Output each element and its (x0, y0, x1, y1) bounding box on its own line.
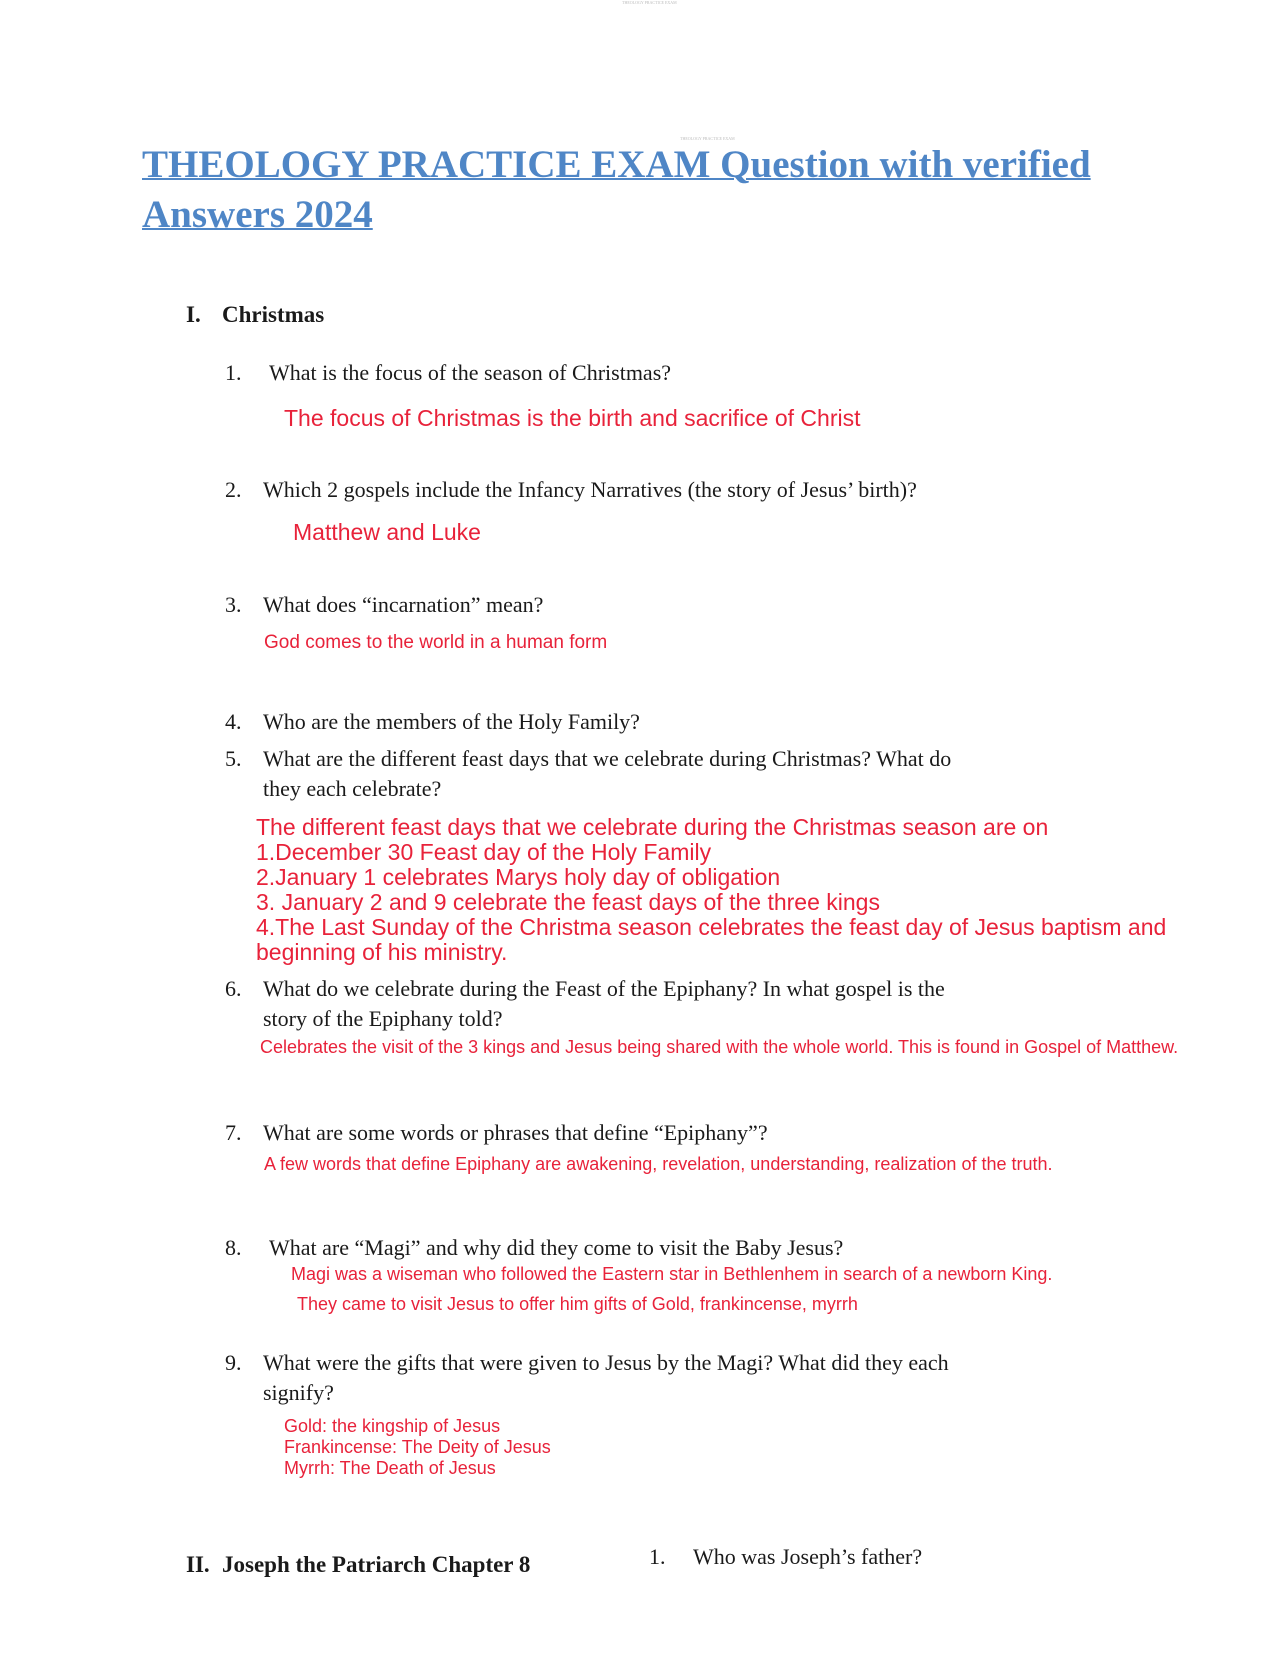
answer-7: A few words that define Epiphany are awakening, revelation, understanding, realization of the truth. (264, 1154, 1053, 1174)
question-3 (225, 590, 543, 620)
section-numeral: I. (186, 302, 201, 327)
answer-line: Myrrh: The Death of Jesus (284, 1458, 496, 1478)
question-7 (225, 1118, 768, 1148)
answer-9 (284, 1416, 551, 1479)
question-number: 5. (225, 746, 242, 771)
question-text: What does “incarnation” mean? (263, 592, 544, 617)
question-text: Which 2 gospels include the Infancy Narratives (the story of Jesus’ birth)? (263, 477, 917, 502)
question-8 (225, 1233, 843, 1263)
question-1 (225, 358, 671, 388)
question-text: What are “Magi” and why did they come to visit the Baby Jesus? (269, 1235, 844, 1260)
header-mark-title: THEOLOGY PRACTICE EXAM (680, 136, 735, 141)
question-4 (225, 707, 640, 737)
answer-line: 2.January 1 celebrates Marys holy day of obligation (256, 864, 781, 890)
section-title: Christmas (222, 302, 325, 327)
section-heading-joseph (186, 1552, 530, 1578)
question-text: What are some words or phrases that define “Epiphany”? (263, 1120, 768, 1145)
answer-line: 1.December 30 Feast day of the Holy Family (256, 839, 712, 865)
question-9 (225, 1348, 949, 1408)
answer-line: Frankincense: The Deity of Jesus (284, 1437, 551, 1457)
answer-1: The focus of Christmas is the birth and sacrifice of Christ (284, 405, 861, 431)
section2-question-1 (649, 1542, 922, 1572)
question-text: What is the focus of the season of Christmas? (269, 360, 672, 385)
answer-8-line-1: Magi was a wiseman who followed the Eastern star in Bethlenhem in search of a newborn King. (291, 1264, 1053, 1284)
question-text-continued: story of the Epiphany told? (263, 1006, 503, 1031)
answer-line: beginning of his ministry. (256, 939, 508, 965)
question-5 (225, 744, 951, 804)
question-number: 2. (225, 477, 242, 502)
section-numeral: II. (186, 1552, 210, 1577)
answer-line: 3. January 2 and 9 celebrate the feast days of the three kings (256, 889, 880, 915)
question-text: What were the gifts that were given to Jesus by the Magi? What did they each (263, 1350, 949, 1375)
question-number: 4. (225, 709, 242, 734)
question-number: 1. (225, 360, 242, 385)
question-number: 9. (225, 1350, 242, 1375)
header-mark-top: THEOLOGY PRACTICE EXAM (622, 0, 677, 5)
answer-line: 4.The Last Sunday of the Christma season celebrates the feast day of Jesus baptism and (256, 914, 1167, 940)
question-number: 6. (225, 976, 242, 1001)
question-text: Who was Joseph’s father? (693, 1544, 923, 1569)
answer-6: Celebrates the visit of the 3 kings and Jesus being shared with the whole world. This is found in Gospel of Matthew. (260, 1037, 1179, 1057)
question-number: 8. (225, 1235, 242, 1260)
answer-3: God comes to the world in a human form (264, 632, 608, 653)
question-number: 7. (225, 1120, 242, 1145)
answer-8-line-2: They came to visit Jesus to offer him gifts of Gold, frankincense, myrrh (297, 1294, 858, 1314)
question-6 (225, 974, 945, 1034)
question-text: What do we celebrate during the Feast of the Epiphany? In what gospel is the (263, 976, 945, 1001)
question-2 (225, 475, 917, 505)
answer-2: Matthew and Luke (293, 519, 481, 545)
question-text: Who are the members of the Holy Family? (263, 709, 640, 734)
section-title: Joseph the Patriarch Chapter 8 (222, 1552, 531, 1577)
question-text-continued: signify? (263, 1380, 334, 1405)
section-heading-christmas (186, 302, 324, 328)
page-title: THEOLOGY PRACTICE EXAM Question with verified Answers 2024 (142, 143, 1091, 236)
question-text-continued: they each celebrate? (263, 776, 442, 801)
question-number: 3. (225, 592, 242, 617)
answer-line: Gold: the kingship of Jesus (284, 1416, 501, 1436)
answer-5 (256, 815, 1166, 965)
answer-line: The different feast days that we celebrate during the Christmas season are on (256, 814, 1049, 840)
question-number: 1. (649, 1544, 666, 1569)
question-text: What are the different feast days that we celebrate during Christmas? What do (263, 746, 952, 771)
